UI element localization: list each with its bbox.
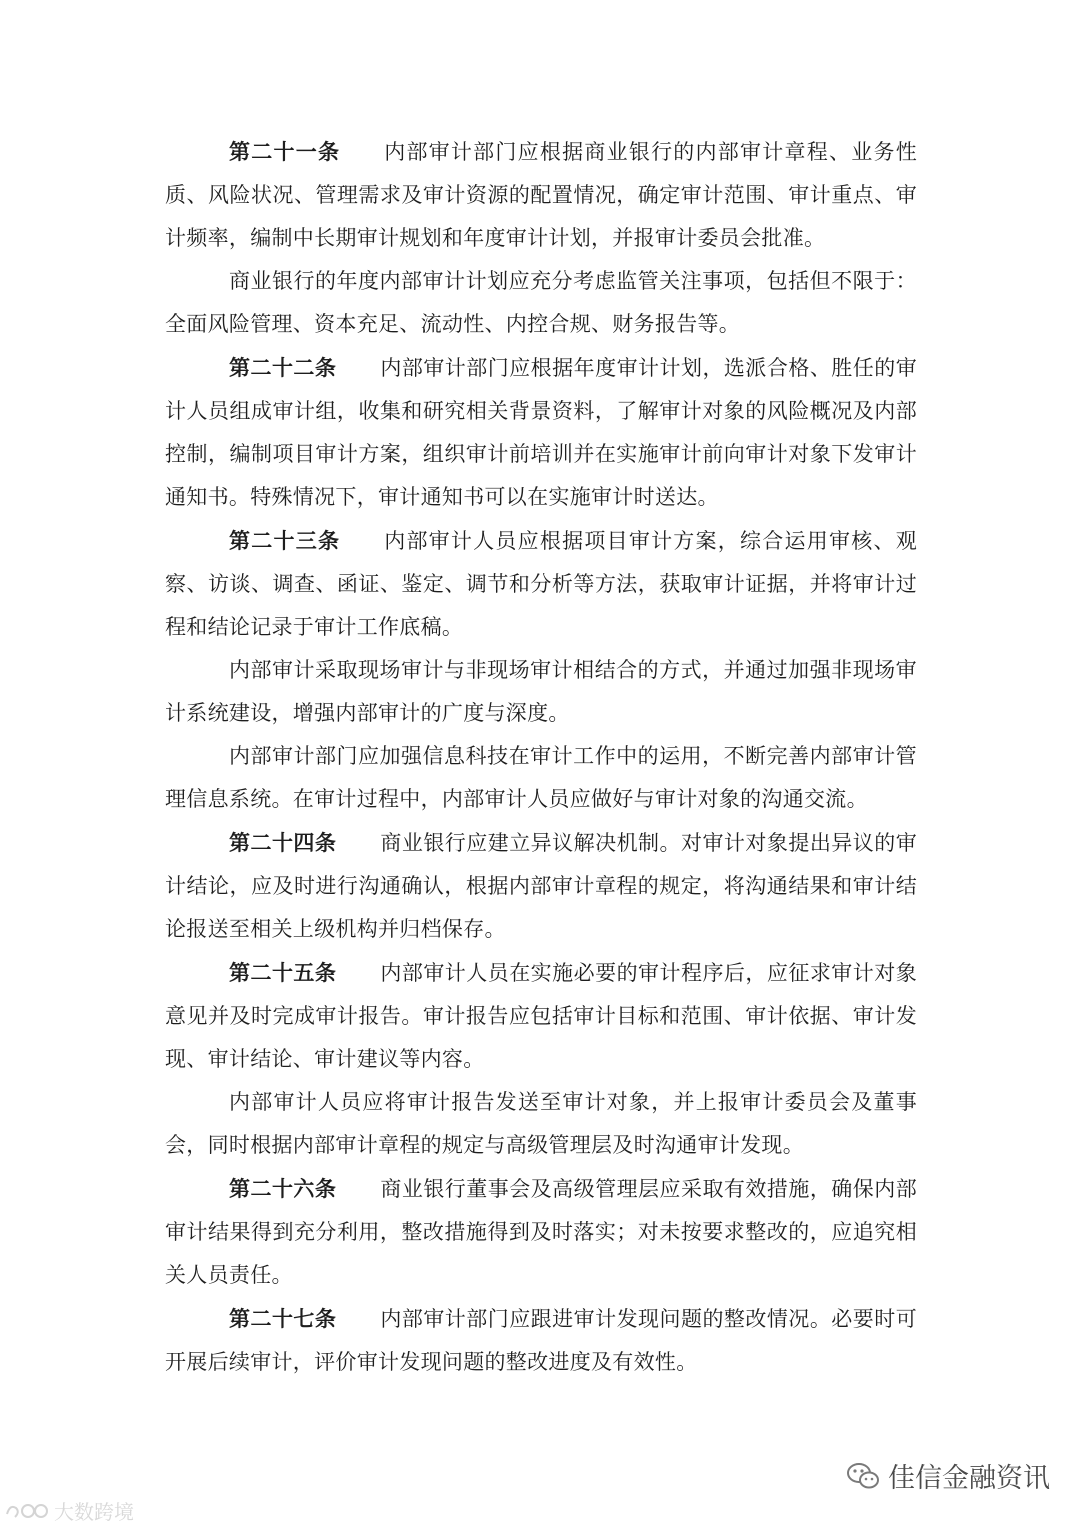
article-number: 第二十二条: [229, 355, 337, 380]
article-number: 第二十七条: [229, 1306, 337, 1331]
paragraph-text: 商业银行董事会及高级管理层应采取有效措施，确保内部审计结果得到充分利用，整改措施得到及时落实；对未按要求整改的，应追究相关人员责任。: [165, 1177, 918, 1287]
wechat-account-watermark: [846, 1456, 1050, 1495]
paragraph-text: 商业银行应建立异议解决机制。对审计对象提出异议的审计结论，应及时进行沟通确认，根据内部审计章程的规定，将沟通结果和审计结论报送至相关上级机构并归档保存。: [165, 831, 918, 941]
paragraph-9: [165, 1081, 917, 1167]
paragraph-7: [165, 821, 917, 951]
paragraph-text: 商业银行的年度内部审计计划应充分考虑监管关注事项，包括但不限于：全面风险管理、资本充足、流动性、内控合规、财务报告等。: [165, 269, 917, 336]
wechat-account-name: 佳信金融资讯: [888, 1463, 1050, 1494]
paragraph-text: 内部审计采取现场审计与非现场审计相结合的方式，并通过加强非现场审计系统建设，增强内部审计的广度与深度。: [165, 658, 917, 725]
paragraph-text: 内部审计人员应根据项目审计方案，综合运用审核、观察、访谈、调查、函证、鉴定、调节和分析等方法，获取审计证据，并将审计过程和结论记录于审计工作底稿。: [165, 529, 918, 639]
site-brand-name: 大数跨境: [54, 1500, 134, 1524]
paragraph-2: [165, 260, 917, 346]
paragraph-6: [165, 735, 917, 821]
wechat-icon: [846, 1461, 880, 1491]
paragraph-text: 内部审计部门应根据年度审计计划，选派合格、胜任的审计人员组成审计组，收集和研究相关背景资料，了解审计对象的风险概况及内部控制，编制项目审计方案，组织审计前培训并在实施审计前向审计对象下发审计通知书。特殊情况下，审计通知书可以在实施审计时送达。: [165, 356, 918, 509]
paragraph-11: [165, 1297, 917, 1384]
paragraph-3: [165, 346, 917, 519]
brand-logo-icon: [4, 1500, 50, 1522]
paragraph-4: [165, 519, 917, 649]
article-number: 第二十一条: [229, 139, 341, 164]
paragraph-10: [165, 1167, 917, 1297]
paragraph-text: 内部审计部门应加强信息科技在审计工作中的运用，不断完善内部审计管理信息系统。在审计过程中，内部审计人员应做好与审计对象的沟通交流。: [165, 744, 917, 811]
article-number: 第二十三条: [229, 528, 341, 553]
site-brand-watermark: [4, 1496, 134, 1525]
paragraph-1: [165, 130, 917, 260]
paragraph-text: 内部审计部门应根据商业银行的内部审计章程、业务性质、风险状况、管理需求及审计资源的配置情况，确定审计范围、审计重点、审计频率，编制中长期审计规划和年度审计计划，并报审计委员会批准。: [165, 140, 918, 250]
article-text-block: [165, 130, 917, 1384]
paragraph-text: 内部审计人员在实施必要的审计程序后，应征求审计对象意见并及时完成审计报告。审计报告应包括审计目标和范围、审计依据、审计发现、审计结论、审计建议等内容。: [165, 961, 918, 1071]
article-number: 第二十六条: [229, 1176, 337, 1201]
paragraph-text: 内部审计人员应将审计报告发送至审计对象，并上报审计委员会及董事会，同时根据内部审计章程的规定与高级管理层及时沟通审计发现。: [165, 1090, 917, 1157]
paragraph-text: 内部审计部门应跟进审计发现问题的整改情况。必要时可开展后续审计，评价审计发现问题的整改进度及有效性。: [165, 1307, 918, 1374]
article-number: 第二十五条: [229, 960, 337, 985]
paragraph-5: [165, 649, 917, 735]
paragraph-8: [165, 951, 917, 1081]
article-number: 第二十四条: [229, 830, 337, 855]
